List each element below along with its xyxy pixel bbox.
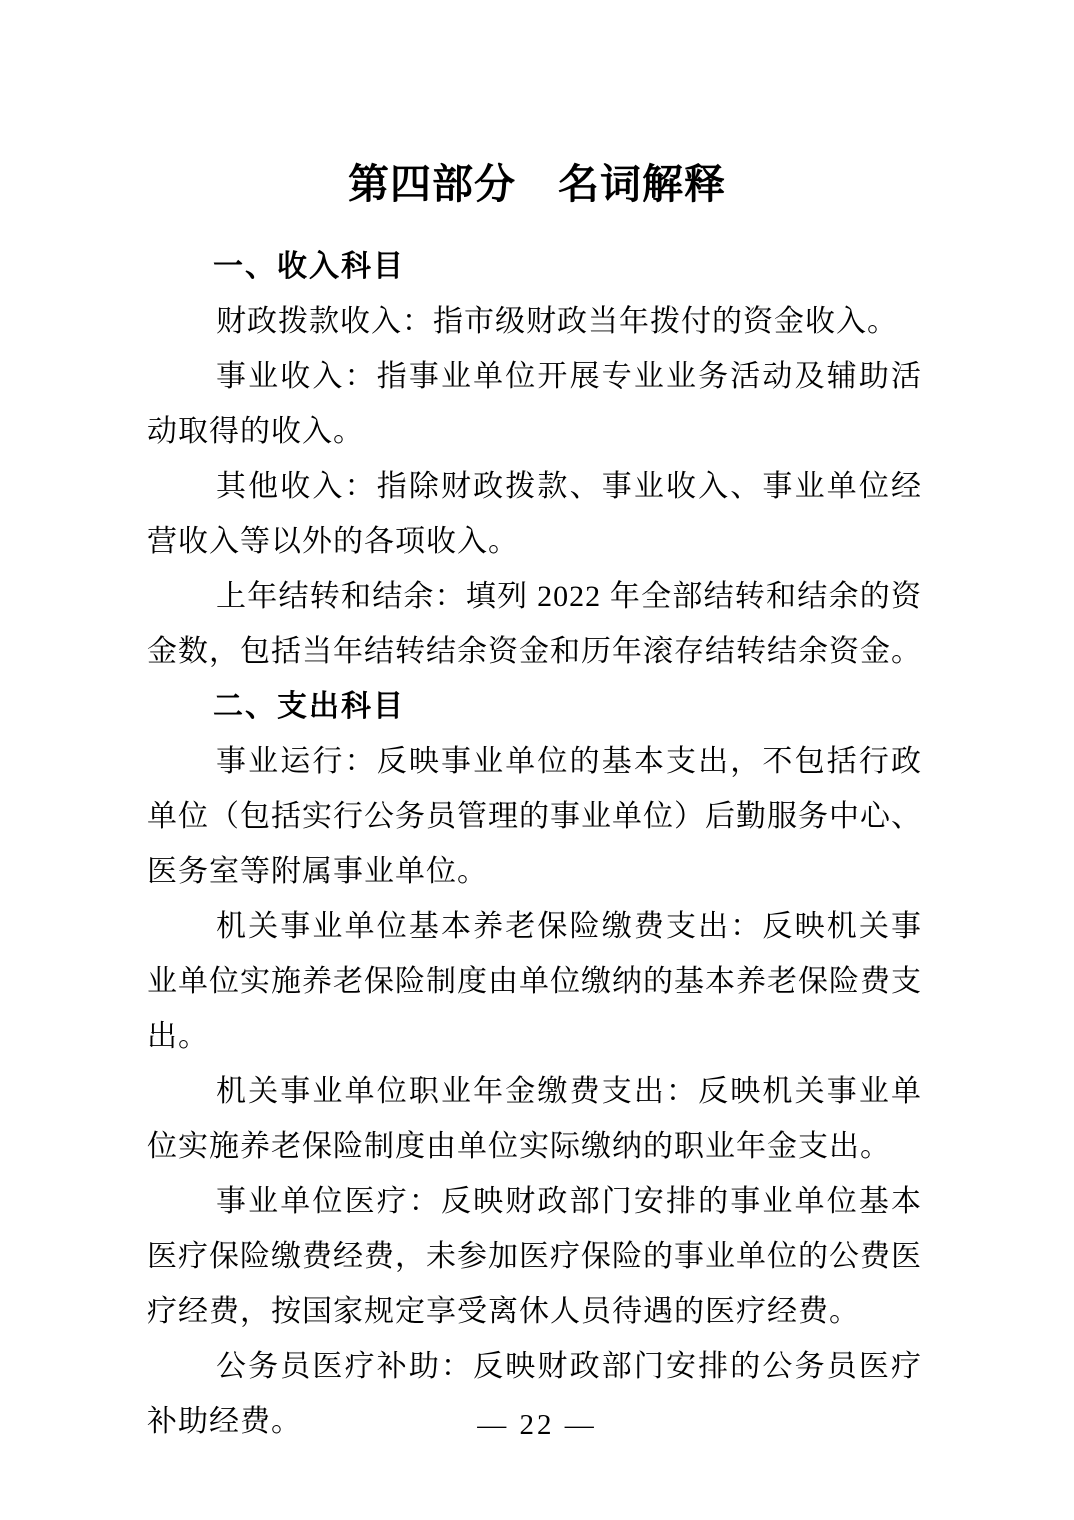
- section-heading-expenditure: 二、支出科目: [213, 689, 405, 723]
- paragraph-basic-pension-contribution: 机关事业单位基本养老保险缴费支出：反映机关事业单位实施养老保险制度由单位缴纳的基本养老保险费支出。: [147, 909, 922, 1053]
- paragraph-operational-income: 事业收入：指事业单位开展专业业务活动及辅助活动取得的收入。: [147, 359, 922, 448]
- paragraph-institution-operation: 事业运行：反映事业单位的基本支出，不包括行政单位（包括实行公务员管理的事业单位）后勤服务中心、医务室等附属事业单位。: [147, 744, 922, 888]
- paragraph-institution-medical: 事业单位医疗：反映财政部门安排的事业单位基本医疗保险缴费经费，未参加医疗保险的事业单位的公费医疗经费，按国家规定享受离休人员待遇的医疗经费。: [147, 1184, 922, 1328]
- page-number: — 22 —: [477, 1409, 597, 1441]
- paragraph-other-income: 其他收入：指除财政拨款、事业收入、事业单位经营收入等以外的各项收入。: [147, 469, 922, 558]
- document-title: 第四部分 名词解释: [348, 161, 726, 208]
- section-heading-income: 一、收入科目: [213, 249, 405, 283]
- paragraph-occupational-annuity-contribution: 机关事业单位职业年金缴费支出：反映机关事业单位实施养老保险制度由单位实际缴纳的职业年金支出。: [147, 1074, 922, 1163]
- paragraph-civil-servant-medical-subsidy: 公务员医疗补助：反映财政部门安排的公务员医疗补助经费。: [147, 1349, 922, 1438]
- paragraph-carryover-surplus: 上年结转和结余：填列 2022 年全部结转和结余的资金数，包括当年结转结余资金和历年滚存结转结余资金。: [147, 579, 922, 668]
- paragraph-fiscal-appropriation-income: 财政拨款收入：指市级财政当年拨付的资金收入。: [216, 304, 898, 338]
- document-body: [147, 239, 922, 1449]
